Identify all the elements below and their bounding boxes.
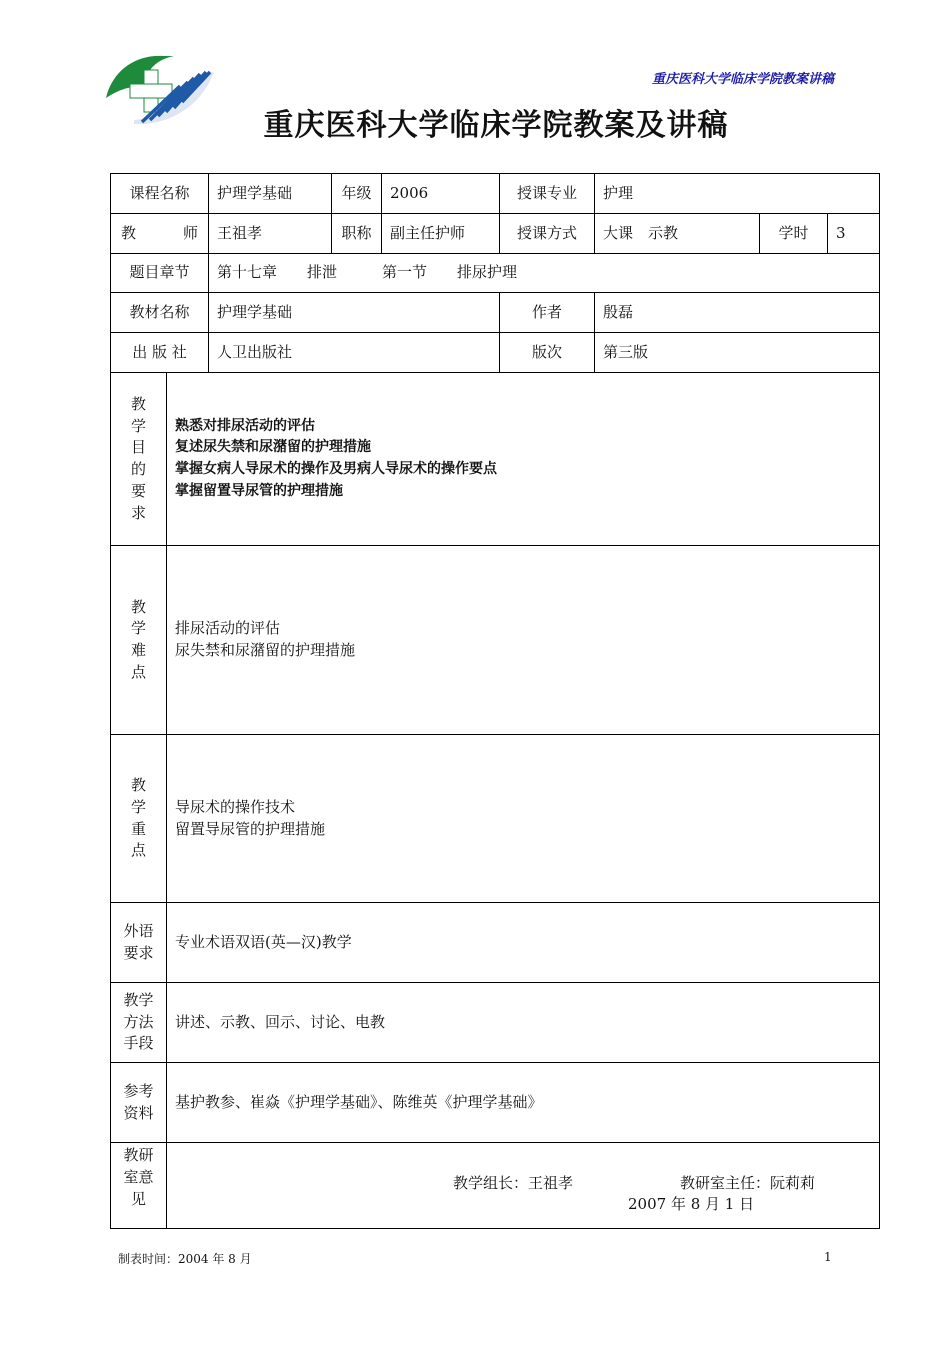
objectives-label: 教 学 目 的 要 求 <box>111 373 167 546</box>
page-number: 1 <box>824 1250 832 1264</box>
teacher-name: 王祖孝 <box>209 214 332 254</box>
rank-label: 职称 <box>332 214 382 254</box>
header-tagline: 重庆医科大学临床学院教案讲稿 <box>651 72 834 87</box>
objectives-content <box>167 373 880 546</box>
major-label: 授课专业 <box>500 174 595 214</box>
difficulty-item: 排尿活动的评估 <box>175 619 281 638</box>
form-date: 制表时间：2004 年 8 月 <box>118 1252 252 1266</box>
key-points-content <box>167 735 880 903</box>
edition-label: 版次 <box>500 333 595 373</box>
key-point-item: 导尿术的操作技术 <box>175 797 296 816</box>
teacher-label: 教 师 <box>111 214 209 254</box>
course-name-label: 课程名称 <box>111 174 209 214</box>
difficulties-label: 教 学 难 点 <box>111 546 167 735</box>
textbook-label: 教材名称 <box>111 293 209 333</box>
references-label: 参考 资料 <box>111 1063 167 1143</box>
author-label: 作者 <box>500 293 595 333</box>
opinion-content <box>167 1143 880 1229</box>
difficulties-content <box>167 546 880 735</box>
major-value: 护理 <box>595 174 880 214</box>
group-leader-signature: 教学组长：王祖孝 <box>453 1174 574 1192</box>
objective-item: 熟悉对排尿活动的评估 <box>175 417 315 434</box>
mode-label: 授课方式 <box>500 214 595 254</box>
hours-value: 3 <box>828 214 880 254</box>
language-content: 专业术语双语(英—汉)教学 <box>167 903 880 983</box>
director-signature: 教研室主任：阮莉莉 <box>680 1174 816 1192</box>
chapter-label: 题目章节 <box>111 254 209 293</box>
key-points-label: 教 学 重 点 <box>111 735 167 903</box>
methods-content: 讲述、示教、回示、讨论、电教 <box>167 983 880 1063</box>
language-label: 外语 要求 <box>111 903 167 983</box>
methods-label: 教学 方法 手段 <box>111 983 167 1063</box>
chapter-value: 第十七章 排泄 第一节 排尿护理 <box>209 254 880 293</box>
mode-value: 大课 示教 <box>595 214 760 254</box>
difficulty-item: 尿失禁和尿潴留的护理措施 <box>175 641 356 659</box>
author-value: 殷磊 <box>595 293 880 333</box>
textbook-value: 护理学基础 <box>209 293 500 333</box>
rank-value: 副主任护师 <box>382 214 500 254</box>
opinion-date: 2007 年 8 月 1 日 <box>628 1195 755 1213</box>
references-content: 基护教参、崔焱《护理学基础》、陈维英《护理学基础》 <box>167 1063 880 1143</box>
publisher-label: 出 版 社 <box>111 333 209 373</box>
edition-value: 第三版 <box>595 333 880 373</box>
objective-item: 掌握留置导尿管的护理措施 <box>175 482 343 499</box>
objective-item: 掌握女病人导尿术的操作及男病人导尿术的操作要点 <box>175 461 497 477</box>
page-title: 重庆医科大学临床学院教案及讲稿 <box>263 108 729 143</box>
publisher-value: 人卫出版社 <box>209 333 500 373</box>
grade-label: 年级 <box>332 174 382 214</box>
key-point-item: 留置导尿管的护理措施 <box>175 819 326 838</box>
course-name: 护理学基础 <box>209 174 332 214</box>
lesson-plan-table <box>110 173 880 1229</box>
grade-value: 2006 <box>382 174 500 214</box>
opinion-label: 教研 室意 见 <box>111 1143 167 1229</box>
hours-label: 学时 <box>760 214 828 254</box>
objective-item: 复述尿失禁和尿潴留的护理措施 <box>175 439 371 456</box>
